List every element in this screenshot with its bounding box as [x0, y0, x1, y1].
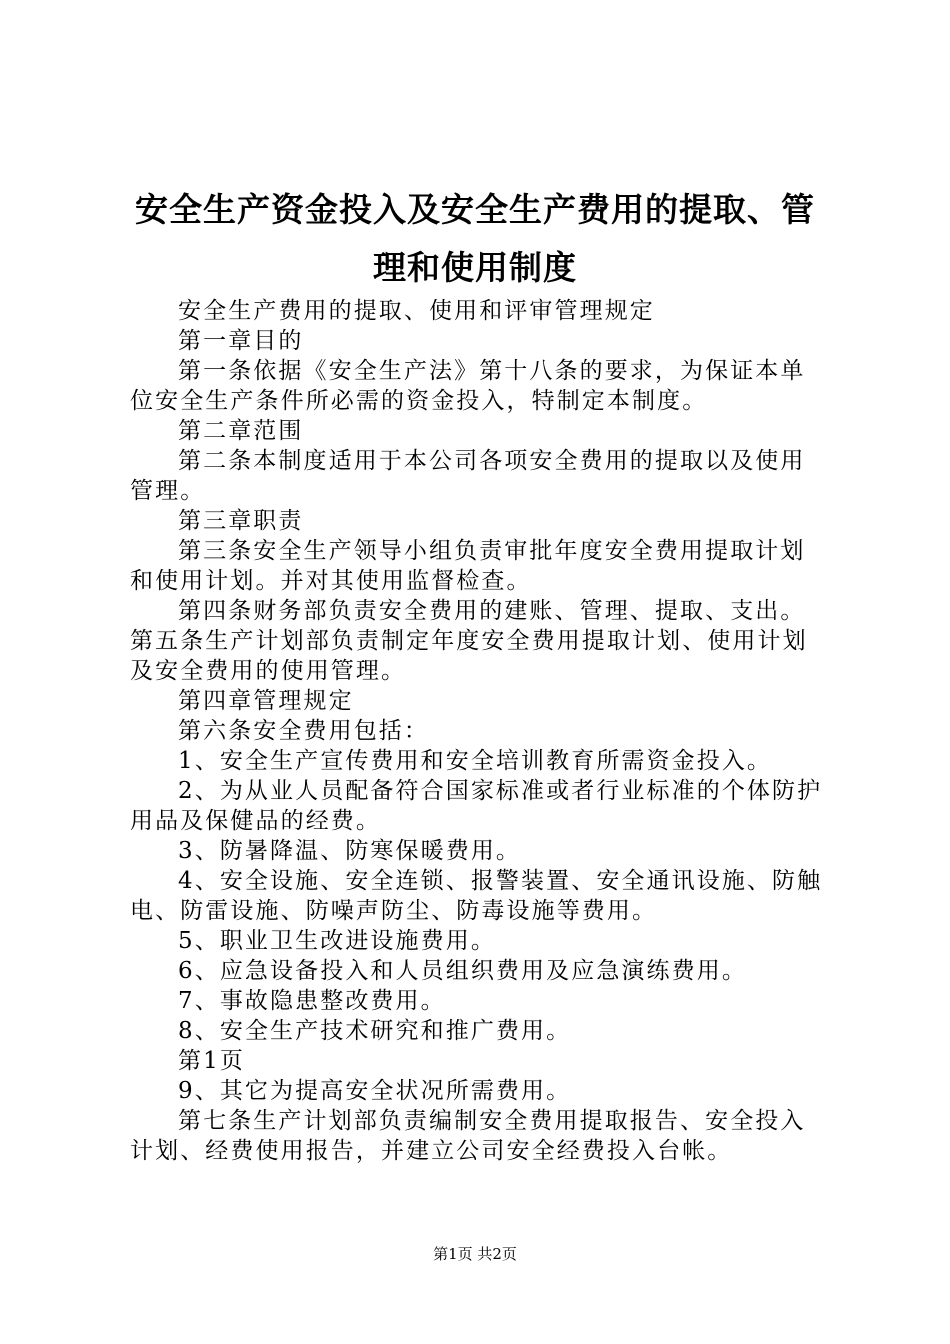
paragraph-line: 和使用计划。并对其使用监督检查。 — [130, 568, 532, 594]
chapter-heading: 第三章职责 — [178, 508, 304, 534]
paragraph-line: 及安全费用的使用管理。 — [130, 658, 407, 684]
paragraph-line: 位安全生产条件所必需的资金投入，特制定本制度。 — [130, 388, 708, 414]
paragraph-line: 第一条依据《安全生产法》第十八条的要求，为保证本单 — [178, 358, 806, 384]
paragraph-line: 第六条安全费用包括： — [178, 718, 429, 744]
paragraph-line: 管理。 — [130, 478, 206, 504]
paragraph-line: 计划、经费使用报告，并建立公司安全经费投入台帐。 — [130, 1138, 733, 1164]
page-footer: 第1页 共2页 — [433, 1245, 517, 1263]
list-item-continuation: 用品及保健品的经费。 — [130, 808, 381, 834]
document-title-line-1: 安全生产资金投入及安全生产费用的提取、管 — [135, 190, 815, 229]
inline-page-marker: 第1页 — [178, 1048, 245, 1074]
chapter-heading: 第二章范围 — [178, 418, 304, 444]
list-item: 1、安全生产宣传费用和安全培训教育所需资金投入。 — [178, 748, 773, 774]
list-item: 5、职业卫生改进设施费用。 — [178, 928, 496, 954]
paragraph-line: 第七条生产计划部负责编制安全费用提取报告、安全投入 — [178, 1108, 806, 1134]
list-item: 9、其它为提高安全状况所需费用。 — [178, 1078, 572, 1104]
paragraph-line: 第三条安全生产领导小组负责审批年度安全费用提取计划 — [178, 538, 806, 564]
paragraph-line: 第四条财务部负责安全费用的建账、管理、提取、支出。 — [178, 598, 806, 624]
list-item: 6、应急设备投入和人员组织费用及应急演练费用。 — [178, 958, 747, 984]
chapter-heading: 第四章管理规定 — [178, 688, 354, 714]
paragraph-line: 安全生产费用的提取、使用和评审管理规定 — [178, 298, 655, 324]
list-item: 8、安全生产技术研究和推广费用。 — [178, 1018, 572, 1044]
paragraph-line: 第五条生产计划部负责制定年度安全费用提取计划、使用计划 — [130, 628, 808, 654]
list-item: 3、防暑降温、防寒保暖费用。 — [178, 838, 522, 864]
paragraph-line: 第二条本制度适用于本公司各项安全费用的提取以及使用 — [178, 448, 806, 474]
chapter-heading: 第一章目的 — [178, 328, 304, 354]
list-item-continuation: 电、防雷设施、防噪声防尘、防毒设施等费用。 — [130, 898, 658, 924]
list-item: 4、安全设施、安全连锁、报警装置、安全通讯设施、防触 — [178, 868, 823, 894]
document-body — [130, 296, 830, 1166]
document-title-line-2: 理和使用制度 — [373, 248, 577, 287]
list-item: 7、事故隐患整改费用。 — [178, 988, 446, 1014]
list-item: 2、为从业人员配备符合国家标准或者行业标准的个体防护 — [178, 778, 823, 804]
